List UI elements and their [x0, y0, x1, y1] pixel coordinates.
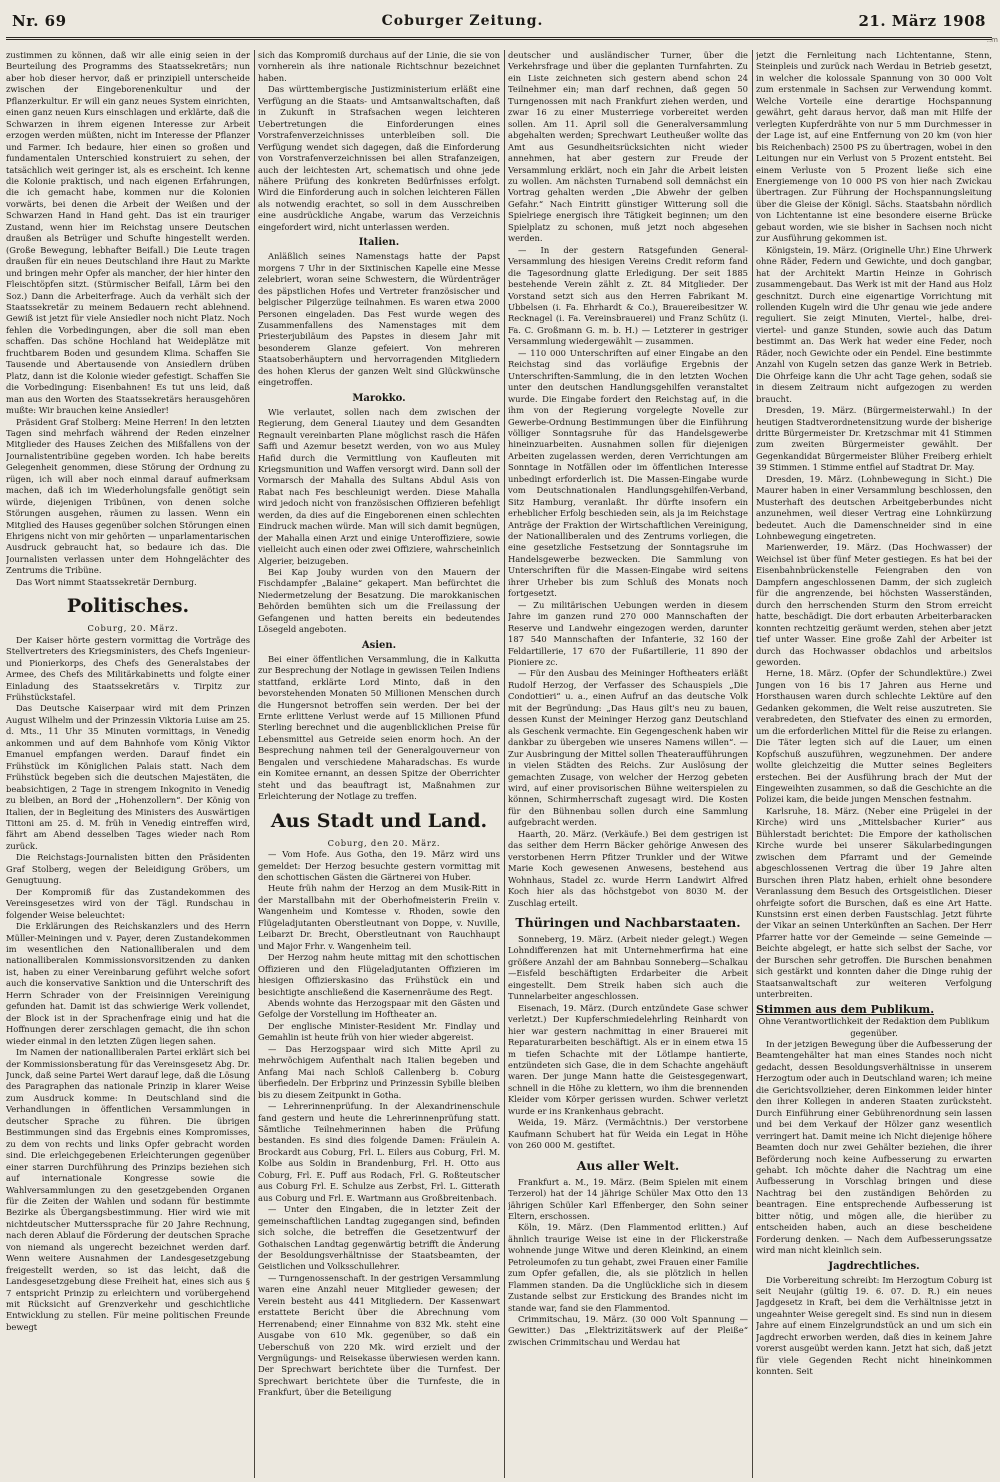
article-text: Die Vorbereitung schreibt: Im Herzogtum Coburg ist seit Neujahr (gültig 19. 6. 07. D. R.) ein neues Jagdgesetz in Kraft, bei dem die Verhältnisse jetzt in ungeahnter Weise geregelt sind. Es sind nun in diesem Jahre auf einem Einzelgrundstück an und um sich ein Jagdrecht erworben werden, daß dies in keinem Jahre vorerst ausgeübt werden kann. Jetzt hat sich, daß jetzt für viele Gegenden Recht nicht hineinkommen konnten. Seit [756, 1274, 992, 1377]
newspaper-title: Coburger Zeitung. [381, 12, 544, 29]
article-text: Köln, 19. März. (Den Flammentod erlitten.) Auf ähnlich traurige Weise ist eine in der Flickerstraße wohnende junge Witwe und deren Kleinkind, an einem Petroleumofen zu tun gehabt, zwei Frauen einer Familie zum Opfer gefallen, die, als sie plötzlich in hellen Flammen standen. Da die Unglückliche sich in diesem Zustande selbst zur Erstickung des Brandes nicht im stande war, fand sie den Flammentod. [508, 1222, 748, 1313]
column-4 [756, 50, 992, 1478]
article-text: Der Kompromiß für das Zustandekommen des Vereinsgesetzes wird von der Tägl. Rundschau in folgender Weise beleuchtet: [6, 886, 250, 920]
editorial-note: Ohne Verantwortlichkeit der Redaktion dem Publikum gegenüber. [758, 1016, 990, 1038]
article-text: jetzt die Fernleitung nach Lichtentanne, Stenn, Steinpleis und zurück nach Werdau in Betrieb gesetzt, in welcher die kolossale Spannung von 30 000 Volt zum erstenmale in Sachsen zur Verwendung kommt. Welche Vorteile eine derartige Hochspannung gewährt, geht daraus hervor, daß man mit Hilfe der verlegten Kupferdrähte von nur 5 mm Durchmesser in der Lage ist, auf eine Entfernung von 20 km (von hier bis Reichenbach) 2500 PS zu übertragen, wobei in den Leitungen nur ein Verlust von 5 Prozent entsteht. Bei einem Verluste von 5 Prozent ließe sich eine Energiemenge von 10 000 PS von hier nach Zwickau übertragen. Zur Führung der Hochspannungsleitung über die Gleise der Königl. Sächs. Staatsbahn nördlich von Lichtentanne ist eine besondere eiserne Brücke gebaut worden, wie sie bisher in Sachsen noch nicht zur Ausführung gekommen ist. [756, 50, 992, 244]
section-heading: Politisches. [66, 595, 190, 618]
article-text: deutscher und ausländischer Turner, über die Verkehrsfrage und über die geplanten Turnfahrten. Zu ein Liste zeichneten sich gestern abend schon 24 Teilnehmer ein; man darf rechnen, daß gegen 50 Turngenossen mit nach Frankfurt ziehen werden, und zwar 16 zu einer Musterriege vorbereitet werden sollen. Am 11. April soll die Generalversammlung abgehalten werden; Sprechwart Leutheußer wollte das Amt aus Gesundheitsrücksichten nicht wieder annehmen, hat aber gestern zur Freude der Versammlung erklärt, noch ein Jahr die Arbeit leisten zu wollen. Am nächsten Turnabend soll demnächst ein Vortrag gehalten werden „Die Abwehr der gelben Gefahr.“ Nach Eintritt günstiger Witterung soll die Spielriege energisch ihre Tätigkeit beginnen; um den Spielplatz zu schonen, muß jetzt noch abgesehen werden. [508, 50, 748, 244]
column-rule [254, 50, 255, 1478]
article-text: sich das Kompromiß durchaus auf der Linie, die sie von vornherein als ihre nationale Richtschnur bezeichnet haben. [258, 50, 500, 83]
article-text: — Unter den Eingaben, die in letzter Zeit der gemeinschaftlichen Landtag zugegangen sind, befinden sich solche, die betreffen die Gesetzentwurf der Gothaischen Landtag gegenwärtig betrifft die Änderung der Besoldungsverhältnisse der Staatsbeamten, der Geistlichen und Volksschullehrer. [258, 1204, 500, 1272]
subsection-heading: Asien. [361, 639, 397, 651]
column-1 [6, 50, 250, 1478]
column-rule [752, 50, 753, 1478]
section-heading: Thüringen und Nachbarstaaten. [515, 914, 741, 930]
article-text: Bei Kap Jouby wurden von den Mauern der Fischdampfer „Balaine“ gekapert. Man befürchtet die Niedermetzelung der Besatzung. Die marokkanischen Behörden bemühten sich um die Freilassung der Gefangenen und hatten bereits ein bedeutendes Lösegeld angeboten. [258, 567, 500, 635]
subsection-heading: Jagdrechtliches. [828, 1260, 920, 1272]
column-2 [258, 50, 500, 1478]
section-heading: Aus Stadt und Land. [270, 809, 488, 832]
subsection-heading: Italien. [358, 237, 400, 249]
masthead [6, 4, 992, 40]
article-text: Dresden, 19. März. (Lohnbewegung in Sicht.) Die Maurer haben in einer Versammlung beschlossen, den Musterhaft des deutschen Arbeitgeberbundes nicht anzunehmen, weil dieser Vertrag eine Lohnkürzung bedeutet. Auch die Damenschneider sind in eine Lohnbewegung eingetreten. [756, 473, 992, 542]
article-text: Das württembergische Justizministerium erläßt eine Verfügung an die Staats- und Amtsanwaltschaften, daß in Zukunft in Strafsachen wegen leichteren Uebertretungen die Einforderungen eines Vorstrafenverzeichnisses unterbleiben soll. Die Verfügung wendet sich dagegen, daß die Einforderung von Vorstrafenverzeichnissen bei allen Strafanzeigen, auch der leichtesten Art, schematisch und ohne jede nähere Prüfung des konkreten Bedürfnisses erfolgt. Wird die Einforderung auch in solchen leichteren Fällen als notwendig erachtet, so soll in dem Ausschreiben eine ausdrückliche Angabe, warum das Verzeichnis eingefordert wird, nicht unterlassen werden. [258, 84, 500, 232]
issue-number: Nr. 69 [12, 11, 67, 30]
article-text: — Turngenossenschaft. In der gestrigen Versammlung waren eine Anzahl neuer Mitglieder gewesen; der Verein besteht aus 441 Mitgliedern. Der Kassenwart erstattete Bericht über die Abrechnung vom Herrenabend; einer Einnahme von 832 Mk. steht eine Ausgabe von 610 Mk. gegenüber, so daß ein Ueberschuß von 220 Mk. wird erzielt und der Vergnügungs- und Reisekasse überwiesen werden kann. Der Sprechwart berichtete über die Turnfest. Der Sprechwart berichtete über die Turnfeste, die in Frankfurt, über die Beteiligung [258, 1272, 500, 1398]
issue-date: 21. März 1908 [858, 11, 986, 30]
article-text: Im Namen der nationalliberalen Partei erklärt sich bei der Kommissionsberatung für das Vereinsgesetz Abg. Dr. Junck, daß seine Partei Wert darauf lege, daß die Lösung des Paragraphen das nationale Prinzip in klarer Weise zum Ausdruck komme: In Deutschland sind die Verhandlungen in öffentlichen Versammlungen in deutscher Sprache zu führen. Die übrigen Bestimmungen sind das Ergebnis eines Kompromisses, zu dem von rechts und links Opfer gebracht worden sind. Die erleichgegebenen Erleichterungen gegenüber einer starren Durchführung des Prinzips beziehen sich auf internationale Kongresse sowie die Wahlversammlungen zu den gesetzgebenden Organen für die Zeiten der Wahlen und sodann für bestimmte Bezirke als Übergangsbestimmung. Hier wird wie mit nichtdeutscher Mutterssprache für 20 Jahre Rechnung, nach deren Ablauf die Förderung der deutschen Sprache von niemand als ungerecht bezeichnet werden darf. Wenn weitere Ausnahmen der Landesgesetzgebung freigestellt werden, so ist das leicht, daß die Landesgesetzgebung diese Freiheit hat, eines sich aus § 7 entspricht Prinzip zu erleichtern und vorübergehend mit Rücksicht auf Grenzverkehr und geschichtliche Entwicklung zu stellen. Für meine politischen Freunde bewegt [6, 1047, 250, 1332]
article-text: — Lehrerinnenprüfung. In der Alexandrinenschule fand gestern und heute die Lehrerinnenprüfung statt. Sämtliche Teilnehmerinnen haben die Prüfung bestanden. Es sind dies folgende Damen: Fräulein A. Brockardt aus Coburg, Frl. L. Eilers aus Coburg, Frl. M. Kolbe aus Soldin in Brandenburg, Frl. H. Otto aus Coburg, Frl. E. Puff aus Rodach, Frl. G. Roßteutscher aus Coburg Frl. E. Schulze aus Zerbst, Frl. L. Gitterath aus Coburg und Frl. E. Wartmann aus Großbreitenbach. [258, 1101, 500, 1203]
column-rule [504, 50, 505, 1478]
article-text: Anläßlich seines Namenstags hatte der Papst morgens 7 Uhr in der Sixtinischen Kapelle eine Messe zelebriert, woran seine Schwestern, die Würdenträger des päpstlichen Hofes und Vertreter französischer und belgischer Pilgerzüge teilnahmen. Es waren etwa 2000 Personen eingeladen. Das Fest wurde wegen des Zusammenfallens des Namenstages mit dem Priesterjubiläum des Papstes in diesem Jahr mit besonderem Glanze gefeiert. Von mehreren Staatsoberhäuptern und hervorragenden Mitgliedern des hohen Klerus der ganzen Welt sind Glückwünsche eingetroffen. [258, 251, 500, 388]
article-text: Königstein, 19. März. (Originelle Uhr.) Eine Uhrwerk ohne Räder, Federn und Gewichte, und doch gangbar, hat der Architekt Martin Heinze in Gohrisch zusammengebaut. Das Werk ist mit der Hand aus Holz geschnitzt. Durch eine eigenartige Vorrichtung mit rollenden Kugeln wird die Uhr genau wie jede andere reguliert. Sie zeigt Minuten, Viertel-, halbe, drei-viertel- und ganze Stunden, sowie auch das Datum bestimmt an. Das Werk hat weder eine Feder, noch Räder, noch Gewichte oder ein Pendel. Eine bestimmte Anzahl von Kugeln setzen das ganze Werk in Betrieb. Die Ohrfeige kann die Uhr acht Tage gehen, sodaß sie in diesem Zeitraum nicht aufgezogen zu werden braucht. [756, 244, 992, 404]
article-text: Herne, 18. März. (Opfer der Schundlektüre.) Zwei Jungen von 16 bis 17 Jahren aus Herne und Horsthausen waren durch schlechte Lektüre auf den Gedanken gekommen, die Welt reise auszutreten. Sie verabredeten, den Stiefvater des einen zu ermorden, um die erforderlichen Mittel für die Reise zu erlangen. Die Täter legten sich auf die Lauer, um einen Kopfschuß auszuführen, wegzunehmen. Der andere wollte gleichzeitig die Mutter seines Begleiters erstechen. Bei der Ausführung brach der Mut der Eingeweihten zusammen, so daß die Geschichte an die Polizei kam, die beide jungen Menschen festnahm. [756, 668, 992, 805]
article-text: Wie verlautet, sollen nach dem zwischen der Regierung, dem General Liautey und dem Gesandten Regnault vereinbarten Plane möglichst rasch die Häfen Saffi und Azemur besetzt werden, von wo aus Muley Hafid durch die Vermittlung von Kaufleuten mit Kriegsmunition und Waffen versorgt wird. Dann soll der Vormarsch der Mahalla des Sultans Abdul Asis von Rabat nach Fes beschleunigt werden. Diese Mahalla wird jedoch nicht von französischen Offizieren befehligt werden, da dies auf die Eingeborenen einen schlechten Eindruck machen würde. Man will sich damit begnügen, der Mahalla einen Arzt und einige Unteroffiziere, sowie vielleicht auch einen oder zwei Offiziere, wahrscheinlich Algerier, beizugeben. [258, 406, 500, 566]
article-text: Das Deutsche Kaiserpaar wird mit dem Prinzen August Wilhelm und der Prinzessin Viktoria Luise am 25. d. Mts., 11 Uhr 35 Minuten vormittags, in Venedig ankommen und auf dem Bahnhofe vom König Viktor Emanuel empfangen werden. Darauf findet ein Frühstück im Königlichen Palais statt. Nach dem Frühstück begeben sich die deutschen Majestäten, die beabsichtigen, 2 Tage in strengem Inkognito in Venedig zu bleiben, an Bord der „Hohenzollern“. Der König von Italien, der in Begleitung des Ministers des Auswärtigen Tittoni am 25. d. M. früh in Venedig eintreffen wird, fährt am Abend desselben Tages wieder nach Rom zurück. [6, 703, 250, 851]
section-heading: Aus aller Welt. [576, 1157, 680, 1173]
article-text: Weida, 19. März. (Vermächtnis.) Der verstorbene Kaufmann Schubert hat für Weida ein Legat in Höhe von 260 000 M. gestiftet. [508, 1117, 748, 1151]
article-text: — Vom Hofe. Aus Gotha, den 19. März wird uns gemeldet: Der Herzog besuchte gestern vormittag mit den schottischen Gästen die Gärtnerei von Huber. [258, 849, 500, 882]
article-text: Frankfurt a. M., 19. März. (Beim Spielen mit einem Terzerol) hat der 14 jährige Schüler Max Otto den 13 jährigen Schüler Karl Effenberger, den Sohn seiner Eltern, erschossen. [508, 1176, 748, 1221]
article-text: Bei einer öffentlichen Versammlung, die in Kalkutta zur Besprechung der Notlage in gewissen Teilen Indiens stattfand, erklärte Lord Minto, daß in den bevorstehenden Monaten 50 Millionen Menschen durch die Hungersnot betroffen sein werden. Der bei der Ernte erlittene Verlust werde auf 15 Millionen Pfund Sterling berechnet und die augenblicklichen Preise für Lebensmittel aus Getreide seien enorm hoch. An der Besprechung nahmen teil der Generalgouverneur von Bengalen und verschiedene Maharadschas. Es wurde ein Komitee ernannt, an dessen Spitze der Oberrichter steht und das beauftragt ist, Maßnahmen zur Erleichterung der Notlage zu treffen. [258, 653, 500, 802]
article-text: Der Kaiser hörte gestern vormittag die Vorträge des Stellvertreters des Kriegsministers, des Chefs Ingenieur- und Pionierkorps, des Chefs des Generalstabes der Armee, des Chefs des Militärkabinetts und folgte einer Einladung des Staatssekretärs v. Tirpitz zur Frühstückstafel. [6, 634, 250, 703]
columns [6, 50, 994, 1478]
article-text: Das Wort nimmt Staatssekretär Dernburg. [16, 576, 197, 587]
column-3 [508, 50, 748, 1478]
article-text: Die Erklärungen des Reichskanzlers und des Herrn Müller-Meiningen und v. Payer, deren Zustandekommen im wesentlichen den Nationalliberalen und dem nationalliberalen Kommissionsvorsitzenden zu danken ist, haben zu einer Vereinbarung geführt welche sofort auch die konservative Sanktion und die Unterschrift des Herrn Schrader von der Freisinnigen Vereinigung gefunden hat. Damit ist das schwierige Werk vollendet, der Block ist in der Sprachenfrage einig und hat die Hoffnungen derer zerschlagen gemacht, die ihn schon wieder einmal in den letzten Zügen liegen sahen. [6, 921, 250, 1046]
subsection-heading: Marokko. [352, 392, 406, 404]
article-text: Der englische Minister-Resident Mr. Findlay und Gemahlin ist heute früh von hier wieder abgereist. [258, 1020, 500, 1043]
article-text: — In der gestern Ratsgefunden General-Versammlung des hiesigen Vereins Credit reform fand die Tagesordnung glatte Erledigung. Der seit 1885 bestehende Verein zählt z. Zt. 84 Mitglieder. Der Vorstand setzt sich aus den Herren Fabrikant M. Ubbelsen (i. Fa. Ehrhardt & Co.), Brauereibesitzer W. Recknagel (i. Fa. Vereinsbrauerei) und Franz Schütz (i. Fa. C. Großmann G. m. b. H.) — Letzterer in gestriger Versammlung wiedergewählt — zusammen. [508, 244, 748, 347]
article-text: Die Reichstags-Journalisten bitten den Präsidenten Graf Stolberg, wegen der Beleidigung Gröbers, um Genugtuung. [6, 852, 250, 886]
article-text: zustimmen zu können, daß wir alle einig seien in der Beurteilung des Programms des Staatssekretärs; nun aber hob dieser hervor, daß er prinzipiell unterscheide zwischen der Eingeborenenkultur und der Pflanzerkultur. Er will ein ganz neues System einrichten, einen ganz neuen Kurs einschlagen und erklärte, daß die Schwarzen in ihrem eigenen Interesse zur Arbeit erzogen werden müßten, nicht im Interesse der Pflanzer und Farmer. Ich bedaure, hier einen so großen und fundamentalen Unterschied konstruiert zu sehen, der tatsächlich weit geringer ist, als es erscheint. Ich kenne die Kolonie praktisch, und nach eigenen Erfahrungen, die ich gemacht habe, kommen nur die Kolonien vorwärts, bei denen die Arbeit der Weißen und der Schwarzen Hand in Hand geht. Das ist ein trauriger Zustand, wenn hier im Reichstag unsere Deutschen draußen als Betrüger und Schufte hingestellt werden. (Große Bewegung, lebhafter Beifall.) Die Leute tragen draußen für ein neues Deutschland ihre Haut zu Markte und bringen mehr Opfer als mancher, der hier hinter den Fleischtöpfen sitzt. (Stürmischer Beifall, Lärm bei den Soz.) Dann die Arbeiterfrage. Auch da verhält sich der Staatssekretär zu meinem Bedauern recht ablehnend. Gewiß ist jetzt für viele Ansiedler noch nicht Platz. Noch fehlen die Vorbedingungen, aber die soll man eben schaffen. Das schöne Hochland hat Weideplätze mit fruchtbarem Boden und gesundem Klima. Schaffen Sie Tausende und Abertausende von Ansiedlern drüben Platz, dann ist die Kolonie wieder gefestigt. Schaffen Sie die Vorbedingung: Eisenbahnen! Es tut uns leid, daß man aus den Worten des Staatssekretärs herausgehören mußte: Wir brauchen keine Ansiedler! [6, 50, 250, 416]
article-text: Abends wohnte das Herzogspaar mit den Gästen und Gefolge der Vorstellung im Hoftheater an. [258, 997, 500, 1020]
article-text: Präsident Graf Stolberg: Meine Herren! In den letzten Tagen sind mehrfach während der Reden einzelner Mitglieder des Hauses Zeichen des Mißfallens von der Journalistentribüne gegeben worden. Ich habe bereits Gelegenheit genommen, diese Störung der Ordnung zu rügen, ich will aber noch einmal darauf aufmerksam machen, daß ich im Wiederholungsfalle genötigt sein würde, diejenigen Tribünen, von denen solche Störungen ausgehen, räumen zu lassen. Wenn ein Mitglied des Hauses gegenüber solchen Störungen einen Ehrigens nicht von mir gehörten — unparlamentarischen Ausdruck gebraucht hat, so bedaure ich das. Die Journalisten verlassen unter dem Hohngelächter des Zentrums die Tribüne. [6, 416, 250, 576]
article-text: Haarth, 20. März. (Verkäufe.) Bei dem gestrigen ist das seither dem Herrn Bäcker gehörige Anwesen des verstorbenen Herrn Pfitzer Trunkler und der Witwe Marie Koch gewesenen Anwesens, bestehend aus Wohnhaus, Stadel zc. wurde Herrn Landwirt Alfred Koch hier als das höchstgebot von 8030 M. der Zuschlag erteilt. [508, 828, 748, 908]
article-text: — Zu militärischen Uebungen werden in diesem Jahre im ganzen rund 270 000 Mannschaften der Reserve und Landwehr eingezogen werden, darunter 187 540 Mannschaften der Infanterie, 32 160 der Feldartillerie, 17 670 der Fußartillerie, 11 890 der Pioniere zc. [508, 599, 748, 668]
margin-mark: ..m [986, 36, 998, 44]
article-text: — 110 000 Unterschriften auf einer Eingabe an den Reichstag sind das vorläufige Ergebnis der Unterschriften-Sammlung, die in den letzten Wochen unter den deutschen Handlungsgehilfen veranstaltet wurde. Die Eingabe fordert den Reichstag auf, in die ihm von der Regierung vorgelegte Novelle zur Gewerbe-Ordnung Bestimmungen über die Einführung völliger Sonntagsruhe für das Handelsgewerbe hineinzuarbeiten. Ausnahmen sollen für diejenigen Arbeiten zugelassen werden, deren Verrichtungen am Sonntage in Notfällen oder im öffentlichen Interesse unbedingt erforderlich ist. Die Massen-Eingabe wurde vom Deutschnationalen Handlungsgehilfen-Verband, Sitz Hamburg, veranlaßt. Ihr dürfte insofern ein erheblicher Erfolg beschieden sein, als ja im Reichstage Anträge der Fraktion der Wirtschaftlichen Vereinigung, der Nationalliberalen und des Zentrums vorliegen, die eine gesetzliche Festsetzung der Sonntagsruhe im Handelsgewerbe bezwecken. Die Sammlung von Unterschriften für die Massen-Eingabe wird seitens ihrer Urheber bis zum Schluß des Monats noch fortgesetzt. [508, 347, 748, 599]
article-text: Karlsruhe, 18. März. (Neber eine Prügelei in der Kirche) wird uns „Mittelsbacher Kurier“ aus Bühlerstadt berichtet: Die Empore der katholischen Kirche wurde bei unserer Säkularbedingungen zwischen dem Pfarramt und der Gemeinde abgeschlossenen Vertrag die über 19 Jahre alten Burschen ihren Platz haben, erhielt ohne besondere Veranlassung dem Besuch des Ortsgeistlichen. Dieser ohrfeigte sofort die Burschen, daß es eine Art Hatte. Kunstsinn erst einen derben Faustschlag. Jetzt führte der Vikar an seinen Unterkünften an Sachen. Der Herr Pfarrer hatte vor der Gemeinde — seine Gemeinde — Beichte abgelegt, er hatte sich selbst der Sache, vor der Burschen sehr getroffen. Die Burschen benahmen sich gestärkt und konnten daher die Dinge ruhig der Staatsanwaltschaft zur weiteren Verfolgung unterbreiten. [756, 805, 992, 1000]
article-text: — Für den Ausbau des Meininger Hoftheaters erläßt Rudolf Herzog, der Verfasser des Schauspiels „Die Condottieri“ u. a., einen Aufruf an das deutsche Volk mit der Begründung: „Das Haus gilt's neu zu bauen, dessen Kunst der Meininger Herzog ganz Deutschland als Geschenk vermachte. Ein Gegengeschenk haben wir dankbar zu übergeben wie unseres Namens willen“. — Zur Ausbringung der Mittel sollen Theateraufführungen in vielen Städten des Reichs. Zur Auslösung der gemachten Zusage, von welcher der Herzog gebeten wird, auf einer provisorischen Bühne weiterspielen zu können, Schirmherrschaft zugesagt wird. Die Kosten für den Bühnenbau sollen durch eine Sammlung aufgebracht werden. [508, 668, 748, 828]
dateline: Coburg, den 20. März. [327, 837, 441, 848]
article-text: Crimmitschau, 19. März. (30 000 Volt Spannung — Gewitter.) Das „Elektrizitätswerk auf der Pleiße“ zwischen Crimmitschau und Werdau hat [508, 1314, 748, 1347]
article-text: Der Herzog nahm heute mittag mit den schottischen Offizieren und den Flügeladjutanten Offizieren im hiesigen Offizierskasino das Frühstück ein und besichtigte anschließend die Kasernenräume des Regt. [258, 952, 500, 997]
article-text: — Das Herzogspaar wird sich Mitte April zu mehrwöchigem Aufenthalt nach Italien begeben und Anfang Mai nach Schloß Callenberg b. Coburg überfiedeln. Der Erbprinz und Prinzessin Sybille bleiben bis zu diesem Zeitpunkt in Gotha. [258, 1043, 500, 1100]
dateline: Coburg, 20. März. [87, 623, 179, 634]
article-text: Sonneberg, 19. März. (Arbeit nieder gelegt.) Wegen Lohndifferenzen hat mit Unternehmerfirma hat eine größere Anzahl der am Bahnbau Sonneberg—Schalkau—Eisfeld beschäftigten Erdarbeiter die Arbeit eingestellt. Dem Streik haben sich auch die Tunnelarbeiter angeschlossen. [508, 933, 748, 1002]
section-heading: Stimmen aus dem Publikum. [756, 1002, 935, 1016]
article-text: Dresden, 19. März. (Bürgermeisterwahl.) In der heutigen Stadtverordnetensitzung wurde der bisherige dritte Bürgermeister Dr. Kretzschmar mit 41 Stimmen zum zweiten Bürgermeister gewählt. Der Gegenkandidat Bürgermeister Blüher Freiberg erhielt 39 Stimmen. 1 Stimme entfiel auf Stadtrat Dr. May. [756, 405, 992, 473]
article-text: In der jetzigen Bewegung über die Aufbesserung der Beamtengehälter hat man eines Standes noch nicht gedacht, dessen Besoldungsverhältnisse in unserem Herzogtum oder auch in Deutschland waren; ich meine die Gerichtsvollzieher, deren Einkommen leider hinter den ihrer Kollegen in anderen Staaten zurücksteht. Durch Einführung einer Gebührenordnung sein lassen und bei dem Verkauf der Hölzer ganz wesentlich verringert hat. Damit meine ich Nicht diejenige höhere Beamten doch nur zwei Gehälter beziehen, die ihrer Beförderung noch keine Aufbesserung zu erwarten gehabt. Ich möchte daher die Nachtrag um eine Aufbesserung in Vorschlag bringen und diese Nachtrag bei den zuständigen Behörden zu beantragen. Eine entsprechende Aufbesserung ist bitter nötig, und mögen alle, die hierüber zu entscheiden haben, auch an diese bescheidene Forderung denken. — Nach dem Aufbesserungssatze wird man nicht kleinlich sein. [756, 1038, 992, 1256]
article-text: Heute früh nahm der Herzog an dem Musik-Ritt in der Marstallbahn mit der Oberhofmeisterin Freiin v. Wangenheim und Komtesse v. Rhoden, sowie den Flügeladjutanten Oberstleutnant von Doppe, v. Nuville, Leibarzt Dr. Brecht, Oberstleutnant von Rauchhaupt und Major Frhr. v. Wangenheim teil. [258, 883, 500, 951]
article-text: Marienwerder, 19. März. (Das Hochwasser) der Weichsel ist über fünf Meter gestiegen. Es hat bei der Eisenbahnbrückenstelle Feiengraben den von Dampfern angeschlossenen Damm, der sich zugleich für die angrenzende, bei höchsten Wasserständen, durch den herrschenden Sturm den Strom erreicht hatte, beschädigt. Die dort erbauten Arbeiterbaracken konnten rechtzeitig geräumt werden, stehen aber jetzt tief unter Wasser. Eine große Zahl der Arbeiter ist durch das Hochwasser obdachlos und arbeitslos geworden. [756, 542, 992, 668]
article-text: Eisenach, 19. März. (Durch entzündete Gase schwer verletzt.) Der Kupferschmiedelehrling Reinhardt von hier war gestern nachmittag in einer Brauerei mit Reparaturarbeiten beschäftigt. Als er in einem etwa 15 m tiefen Schachte mit der Lötlampe hantierte, entzündeten sich Gase, die in dem Schachte angehäuft waren. Der junge Mann hatte die Geistesgegenwart, schnell in die Höhe zu klettern, wo ihm die brennenden Kleider vom Körper gerissen wurden. Schwer verletzt wurde er ins Krankenhaus gebracht. [508, 1002, 748, 1116]
